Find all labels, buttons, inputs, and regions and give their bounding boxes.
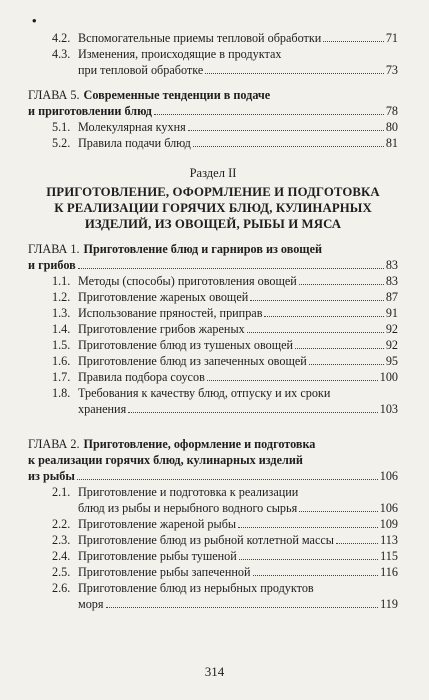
entry-page: 106 <box>379 501 398 515</box>
table-of-contents <box>28 30 398 612</box>
entry-page: 95 <box>385 354 398 368</box>
toc-entry <box>28 273 398 289</box>
toc-entry <box>28 548 398 564</box>
chapter-title-text: Приготовление блюд и гарниров из овощей <box>83 242 323 256</box>
toc-entry-line <box>52 516 398 532</box>
entry-number: 2.4. <box>52 549 71 563</box>
chapter-page: 83 <box>385 258 398 272</box>
entry-title-text: Приготовление жареных овощей <box>78 290 249 304</box>
entry-title-text: Изменения, происходящие в продуктах <box>78 47 282 61</box>
entry-title-text: Методы (способы) приготовления овощей <box>78 274 297 288</box>
entry-title <box>78 273 386 289</box>
entry-page: 119 <box>380 597 398 611</box>
chapter-title-text: и грибов <box>28 258 76 272</box>
page-mark: • <box>32 13 37 28</box>
entry-title-text: моря <box>78 597 104 611</box>
dot-leader <box>238 527 378 528</box>
entry-title <box>78 532 380 548</box>
entry-title <box>78 353 386 369</box>
entry-title-text: Приготовление блюд из рыбной котлетной массы <box>78 533 334 547</box>
entry-number: 1.3. <box>52 306 71 320</box>
entry-title <box>78 484 398 500</box>
entry-title <box>78 62 386 78</box>
page-number: 314 <box>204 664 225 679</box>
chapter-title <box>28 257 386 273</box>
chapter-title-text: и приготовлении блюд <box>28 104 152 118</box>
section-title <box>28 184 398 232</box>
entry-number: 1.8. <box>52 386 71 400</box>
entry-number: 1.7. <box>52 370 71 384</box>
dot-leader <box>128 412 378 413</box>
entry-number: 1.2. <box>52 290 71 304</box>
entry-title-text: Приготовление блюд из запеченных овощей <box>78 354 307 368</box>
entries-chapter-1 <box>28 273 398 417</box>
chapter-title-text: Приготовление, оформление и подготовка <box>83 437 316 451</box>
toc-entry-line <box>52 119 398 135</box>
chapter-label: ГЛАВА 5. <box>28 88 80 102</box>
entry-number: 2.1. <box>52 485 71 499</box>
entry-title <box>78 516 380 532</box>
chapter-5-heading <box>28 87 398 119</box>
toc-entry <box>28 580 398 612</box>
entry-title-text: Правила подбора соусов <box>78 370 205 384</box>
entry-title-text: Приготовление рыбы запеченной <box>78 565 251 579</box>
entry-title <box>78 135 386 151</box>
chapter-title-text: к реализации горячих блюд, кулинарных изделий <box>28 453 303 467</box>
chapter-line <box>28 241 398 257</box>
entry-page: 113 <box>380 533 398 547</box>
entry-title-text: Приготовление блюд из нерыбных продуктов <box>78 581 314 595</box>
toc-entry <box>28 385 398 417</box>
toc-entry-line <box>52 46 398 62</box>
chapter-label: ГЛАВА 1. <box>28 242 80 256</box>
entry-page: 83 <box>385 274 398 288</box>
dot-leader <box>154 114 384 115</box>
entries-chapter-5 <box>28 119 398 151</box>
entry-title <box>78 119 386 135</box>
entry-title-text: блюд из рыбы и нерыбного водного сырья <box>78 501 298 515</box>
entry-title <box>78 321 386 337</box>
entry-title-text: Требования к качеству блюд, отпуску и их сроки <box>78 386 331 400</box>
entry-number: 1.1. <box>52 274 71 288</box>
entry-title-text: хранения <box>78 402 127 416</box>
entry-title-text: Использование пряностей, приправ <box>78 306 263 320</box>
entry-title <box>78 369 380 385</box>
entry-title-text: Приготовление жареной рыбы <box>78 517 237 531</box>
entry-title <box>78 289 386 305</box>
chapter-page: 106 <box>379 469 398 483</box>
toc-entry <box>28 135 398 151</box>
entry-page: 73 <box>385 63 398 77</box>
entry-title <box>78 401 380 417</box>
dot-leader <box>250 300 384 301</box>
entry-page: 103 <box>379 402 398 416</box>
chapter-2-heading <box>28 436 398 484</box>
dot-leader <box>295 348 384 349</box>
chapter-title <box>28 468 380 484</box>
chapter-title-text: Современные тенденции в подаче <box>83 88 271 102</box>
toc-entry-line <box>52 30 398 46</box>
toc-entry-line <box>52 62 398 78</box>
toc-entry-line <box>52 484 398 500</box>
dot-leader <box>188 130 384 131</box>
dot-leader <box>299 284 384 285</box>
entry-page: 71 <box>385 31 398 45</box>
entry-page: 100 <box>379 370 398 384</box>
entry-title <box>78 30 386 46</box>
dot-leader <box>336 543 378 544</box>
entry-page: 92 <box>385 338 398 352</box>
entry-title-text: Приготовление рыбы тушеной <box>78 549 237 563</box>
entry-title <box>78 548 380 564</box>
toc-entry <box>28 289 398 305</box>
toc-entry-line <box>52 321 398 337</box>
chapter-title <box>28 452 398 468</box>
entry-number: 2.6. <box>52 581 71 595</box>
chapter-title-text: из рыбы <box>28 469 75 483</box>
toc-entry-line <box>52 305 398 321</box>
entry-title-text: Приготовление блюд из тушеных овощей <box>78 338 294 352</box>
toc-entry-line <box>52 596 398 612</box>
chapter-title <box>28 103 386 119</box>
chapter-title <box>28 87 398 103</box>
toc-entry <box>28 119 398 135</box>
toc-entry-line <box>52 532 398 548</box>
toc-entry-line <box>52 135 398 151</box>
toc-entry <box>28 337 398 353</box>
dot-leader <box>77 479 378 480</box>
entry-number: 4.2. <box>52 31 71 45</box>
section-label: Раздел II <box>189 166 237 180</box>
entry-title <box>78 46 398 62</box>
entry-number: 1.6. <box>52 354 71 368</box>
entry-number: 1.5. <box>52 338 71 352</box>
section-title-line: ПРИГОТОВЛЕНИЕ, ОФОРМЛЕНИЕ И ПОДГОТОВКА <box>46 185 380 199</box>
toc-entry <box>28 369 398 385</box>
chapter-line <box>28 257 398 273</box>
dot-leader <box>106 607 379 608</box>
toc-entry <box>28 532 398 548</box>
dot-leader <box>299 511 378 512</box>
toc-entry-line <box>52 580 398 596</box>
entry-page: 92 <box>385 322 398 336</box>
entry-title-text: при тепловой обработке <box>78 63 204 77</box>
chapter-line <box>28 87 398 103</box>
toc-entry <box>28 305 398 321</box>
toc-entry-line <box>52 337 398 353</box>
toc-entry <box>28 30 398 46</box>
toc-entry-line <box>52 369 398 385</box>
chapter-title <box>28 241 398 257</box>
toc-entry <box>28 353 398 369</box>
toc-entry <box>28 516 398 532</box>
entries-chapter-4 <box>28 30 398 78</box>
toc-entry-line <box>52 273 398 289</box>
toc-entry-line <box>52 500 398 516</box>
dot-leader <box>193 146 384 147</box>
toc-entry-line <box>52 564 398 580</box>
entry-number: 2.3. <box>52 533 71 547</box>
entry-title <box>78 385 398 401</box>
chapter-page: 78 <box>385 104 398 118</box>
entry-number: 2.5. <box>52 565 71 579</box>
section-title-line: К РЕАЛИЗАЦИИ ГОРЯЧИХ БЛЮД, КУЛИНАРНЫХ <box>54 201 372 215</box>
entry-page: 91 <box>385 306 398 320</box>
entry-page: 80 <box>385 120 398 134</box>
entry-title-text: Приготовление грибов жареных <box>78 322 245 336</box>
entry-title <box>78 305 386 321</box>
entry-title-text: Молекулярная кухня <box>78 120 186 134</box>
dot-leader <box>207 380 378 381</box>
entry-page: 81 <box>385 136 398 150</box>
toc-entry <box>28 46 398 78</box>
section-title-line: ИЗДЕЛИЙ, ИЗ ОВОЩЕЙ, РЫБЫ И МЯСА <box>84 217 342 231</box>
toc-entry-line <box>52 289 398 305</box>
entry-title-text: Правила подачи блюд <box>78 136 191 150</box>
entry-title <box>78 580 398 596</box>
dot-leader <box>78 268 384 269</box>
chapter-title <box>28 436 398 452</box>
toc-entry-line <box>52 385 398 401</box>
entry-number: 5.1. <box>52 120 71 134</box>
dot-leader <box>264 316 383 317</box>
entry-title-text: Приготовление и подготовка к реализации <box>78 485 299 499</box>
entry-number: 4.3. <box>52 47 71 61</box>
entry-title <box>78 337 386 353</box>
toc-entry <box>28 564 398 580</box>
dot-leader <box>247 332 384 333</box>
toc-entry-line <box>52 353 398 369</box>
entry-page: 109 <box>379 517 398 531</box>
toc-entry-line <box>52 548 398 564</box>
entry-title <box>78 500 380 516</box>
entry-number: 1.4. <box>52 322 71 336</box>
entry-title <box>78 596 380 612</box>
toc-entry <box>28 484 398 516</box>
entries-chapter-2 <box>28 484 398 612</box>
chapter-line <box>28 436 398 452</box>
entry-page: 87 <box>385 290 398 304</box>
chapter-line <box>28 452 398 468</box>
chapter-line <box>28 103 398 119</box>
chapter-1-heading <box>28 241 398 273</box>
entry-title-text: Вспомогательные приемы тепловой обработки <box>78 31 322 45</box>
dot-leader <box>205 73 384 74</box>
entry-page: 115 <box>380 549 398 563</box>
entry-title <box>78 564 380 580</box>
entry-page: 116 <box>380 565 398 579</box>
dot-leader <box>323 41 383 42</box>
chapter-line <box>28 468 398 484</box>
toc-entry-line <box>52 401 398 417</box>
dot-leader <box>253 575 379 576</box>
toc-entry <box>28 321 398 337</box>
entry-number: 2.2. <box>52 517 71 531</box>
chapter-label: ГЛАВА 2. <box>28 437 80 451</box>
entry-number: 5.2. <box>52 136 71 150</box>
dot-leader <box>239 559 378 560</box>
dot-leader <box>309 364 384 365</box>
